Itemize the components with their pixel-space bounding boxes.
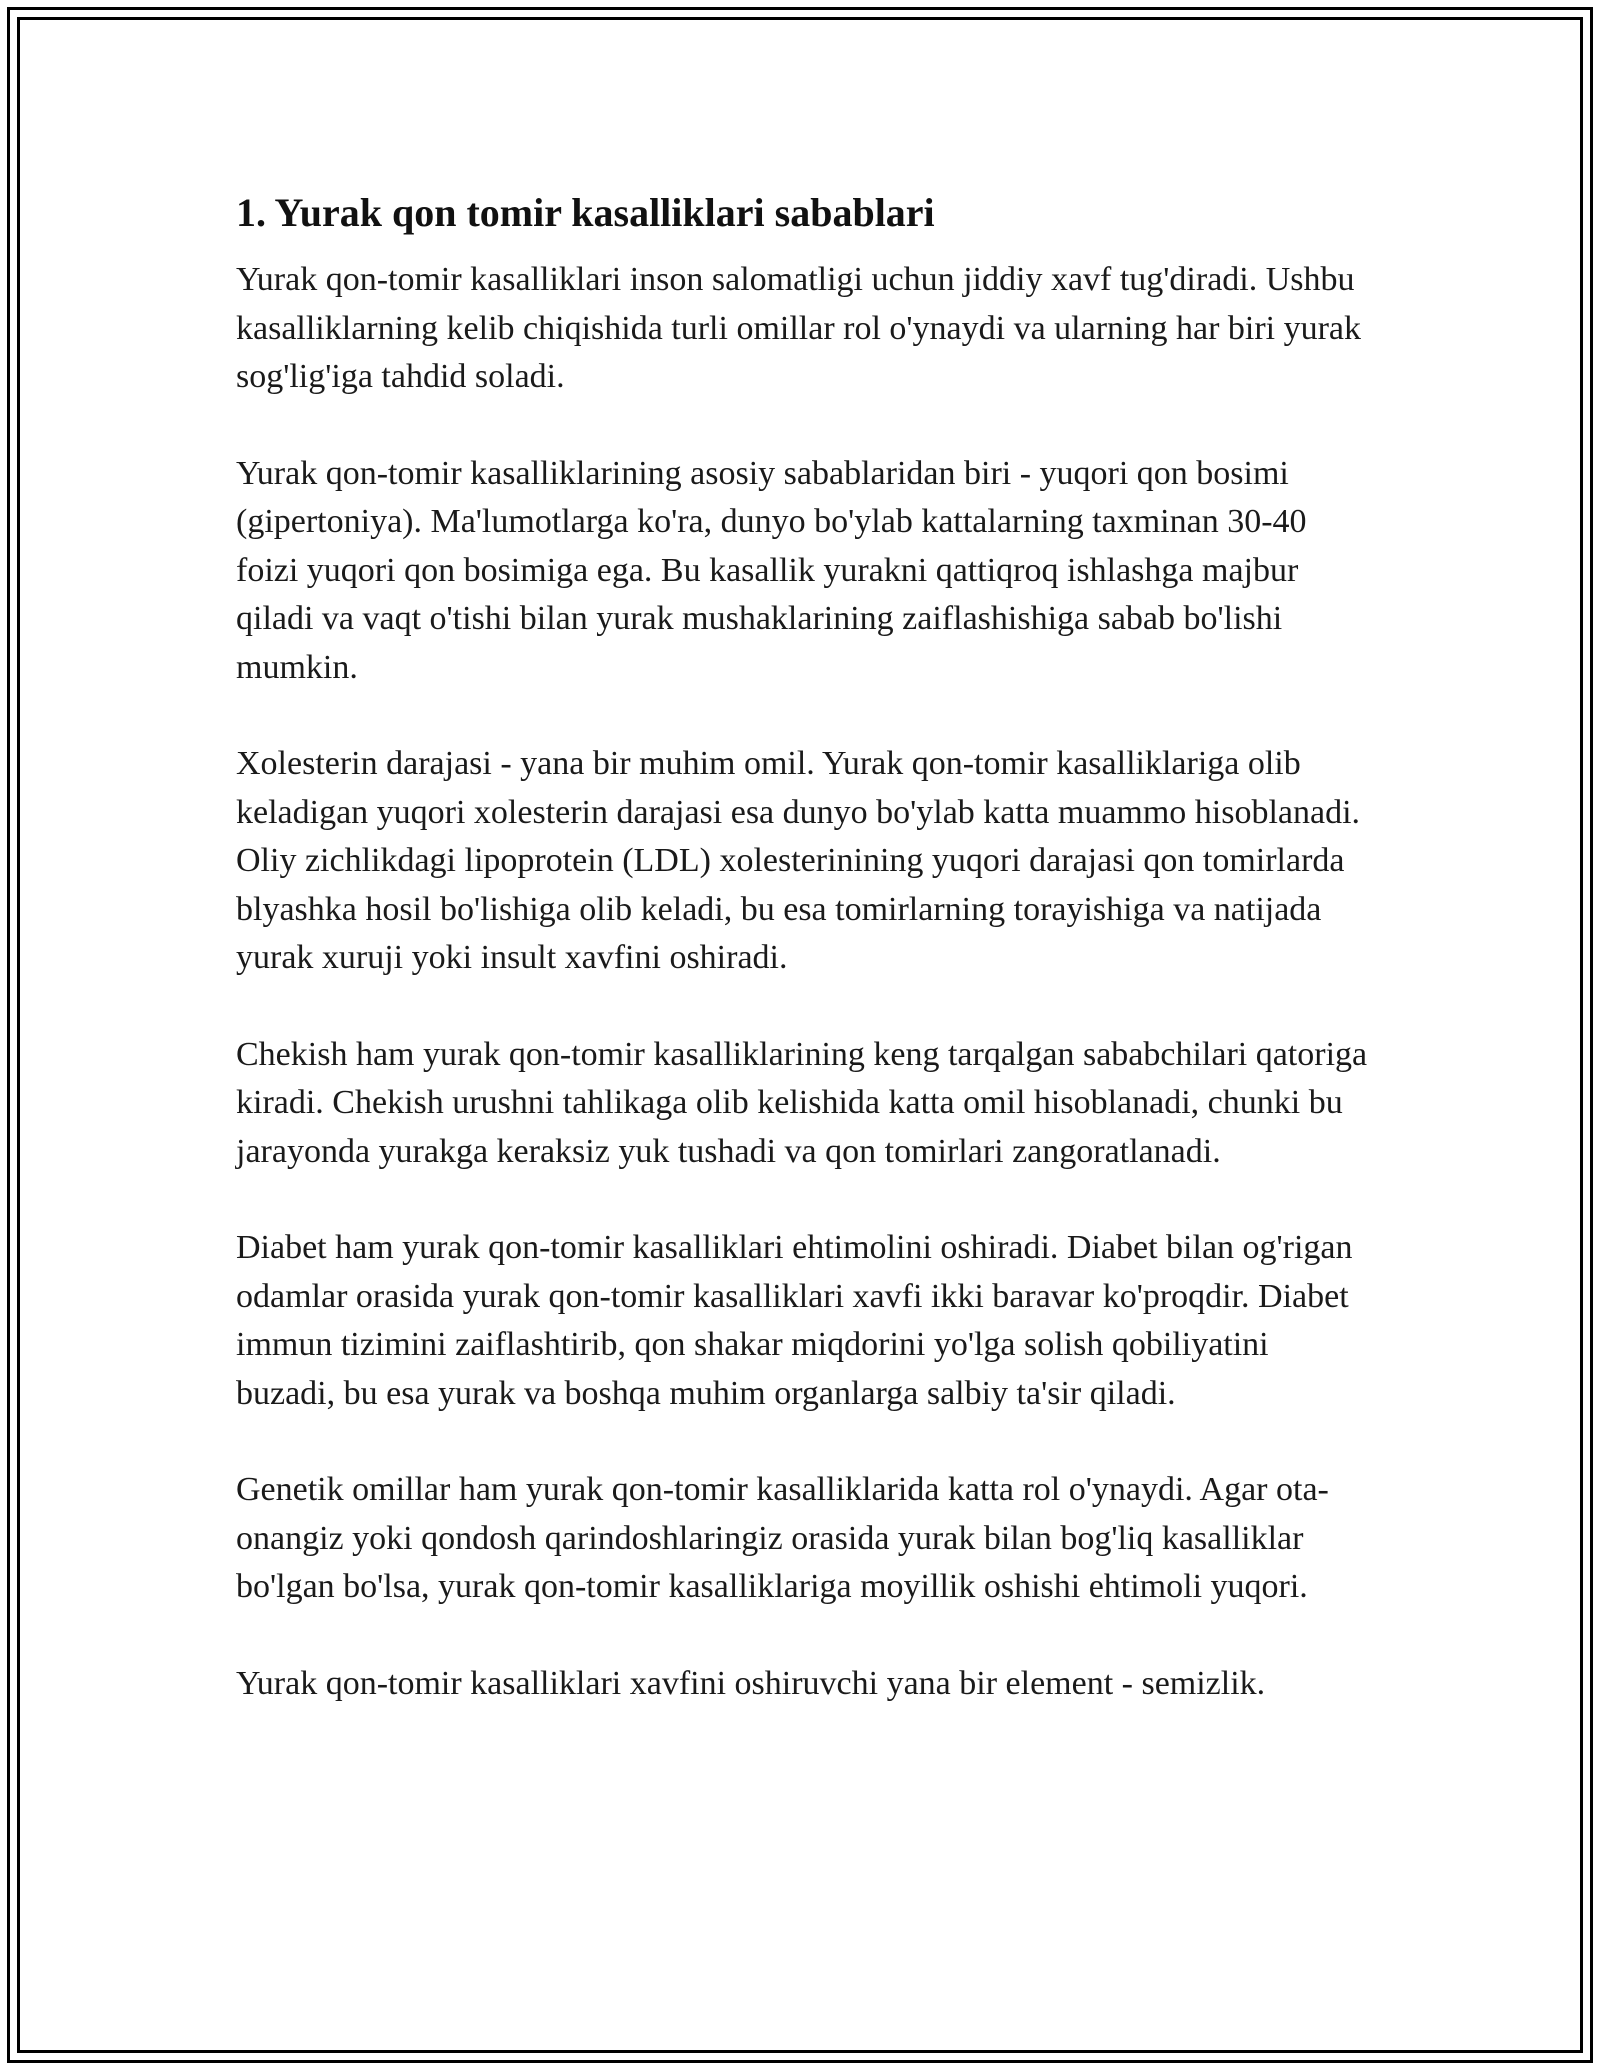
paragraph-genetics: Genetik omillar ham yurak qon-tomir kasalliklarida katta rol o'ynaydi. Agar ota-onangiz yoki qondosh qarindoshlaringiz orasida yurak bilan bog'liq kasalliklar bo'lgan bo'lsa, yurak qon-tomir kasalliklariga moyillik oshishi ehtimoli yuqori. — [236, 1471, 1329, 1605]
paragraph-smoking: Chekish ham yurak qon-tomir kasalliklarining keng tarqalgan sababchilari qatoriga kiradi. Chekish urushni tahlikaga olib kelishida katta omil hisoblanadi, chunki bu jarayonda yurakga keraksiz yuk tushadi va qon tomirlari zangoratlanadi. — [236, 1035, 1368, 1170]
section-heading: 1. Yurak qon tomir kasalliklari sabablari — [236, 190, 935, 235]
paragraph-diabetes: Diabet ham yurak qon-tomir kasalliklari ehtimolini oshiradi. Diabet bilan og'rigan odamlar orasida yurak qon-tomir kasalliklari xavfi ikki baravar ko'proqdir. Diabet immun tizimini zaiflashtirib, qon shakar miqdorini yo'lga solish qobiliyatini buzadi, bu esa yurak va boshqa muhim organlarga salbiy ta'sir qiladi. — [236, 1229, 1353, 1412]
paragraph-obesity: Yurak qon-tomir kasalliklari xavfini oshiruvchi yana bir element - semizlik. — [236, 1664, 1266, 1702]
paragraph-intro: Yurak qon-tomir kasalliklari inson salomatligi uchun jiddiy xavf tug'diradi. Ushbu kasalliklarning kelib chiqishida turli omillar rol o'ynaydi va ularning har biri yurak sog'lig'iga tahdid soladi. — [236, 261, 1362, 395]
paragraph-cholesterol: Xolesterin darajasi - yana bir muhim omil. Yurak qon-tomir kasalliklariga olib keladigan yuqori xolesterin darajasi esa dunyo bo'ylab katta muammo hisoblanadi. Oliy zichlikdagi lipoprotein (LDL) xolesterinining yuqori darajasi qon tomirlarda blyashka hosil bo'lishiga olib keladi, bu esa tomirlarning torayishiga va natijada yurak xuruji yoki insult xavfini oshiradi. — [236, 745, 1361, 976]
paragraph-hypertension: Yurak qon-tomir kasalliklarining asosiy sabablaridan biri - yuqori qon bosimi (gipertoniya). Ma'lumotlarga ko'ra, dunyo bo'ylab kattalarning taxminan 30-40 foizi yuqori qon bosimiga ega. Bu kasallik yurakni qattiqroq ishlashga majbur qiladi va vaqt o'tishi bilan yurak mushaklarining zaiflashishiga sabab bo'lishi mumkin. — [236, 454, 1307, 686]
document-body — [236, 186, 1376, 1756]
